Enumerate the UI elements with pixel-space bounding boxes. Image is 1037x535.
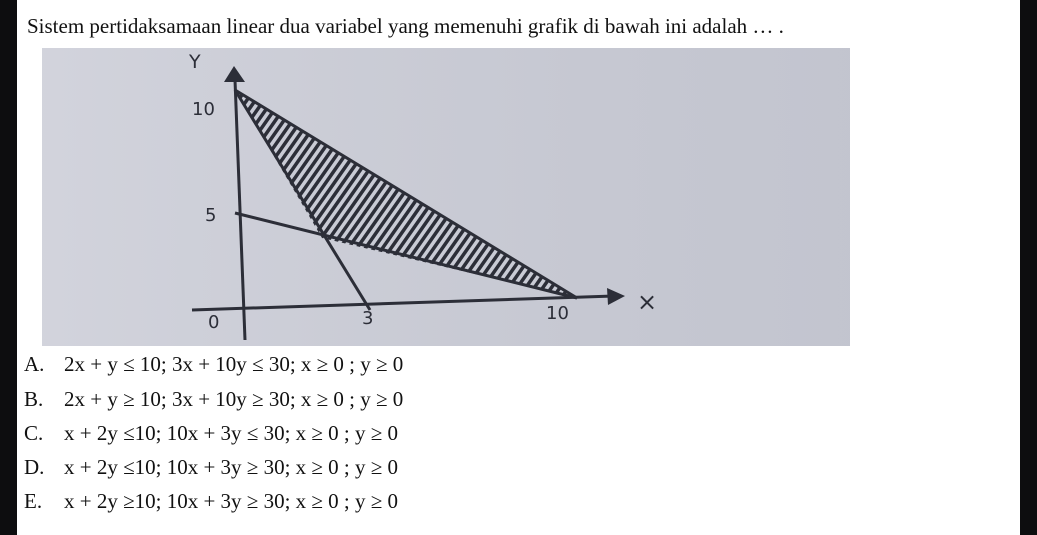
option-letter: C.	[24, 421, 44, 445]
question-text: Sistem pertidaksamaan linear dua variabel yang memenuhi grafik di bawah ini adalah … .	[27, 14, 784, 38]
option-d[interactable]	[24, 455, 398, 480]
x-axis-label: ×	[637, 288, 658, 316]
graph-photo	[42, 48, 850, 346]
option-text: 2x + y ≤ 10; 3x + 10y ≤ 30; x ≥ 0 ; y ≥ 0	[64, 352, 404, 376]
origin-label: 0	[208, 312, 220, 333]
worksheet	[17, 0, 1020, 535]
option-letter: B.	[24, 387, 44, 411]
y-tick-5: 5	[205, 205, 217, 226]
option-text: 2x + y ≥ 10; 3x + 10y ≥ 30; x ≥ 0 ; y ≥ 0	[64, 387, 404, 411]
option-c[interactable]	[24, 421, 398, 446]
option-letter: A.	[24, 352, 45, 376]
option-a[interactable]	[24, 352, 403, 377]
option-e[interactable]	[24, 489, 398, 514]
option-text: x + 2y ≥10; 10x + 3y ≥ 30; x ≥ 0 ; y ≥ 0	[64, 489, 399, 513]
option-text: x + 2y ≤10; 10x + 3y ≥ 30; x ≥ 0 ; y ≥ 0	[64, 455, 399, 479]
option-b[interactable]	[24, 387, 403, 412]
option-text: x + 2y ≤10; 10x + 3y ≤ 30; x ≥ 0 ; y ≥ 0	[64, 421, 399, 445]
y-axis-label: Y	[189, 51, 201, 73]
y-tick-10: 10	[192, 99, 215, 120]
graph-figure	[42, 48, 850, 346]
option-letter: D.	[24, 455, 45, 479]
option-letter: E.	[24, 489, 43, 513]
x-tick-3: 3	[362, 308, 374, 329]
x-tick-10: 10	[546, 303, 569, 324]
